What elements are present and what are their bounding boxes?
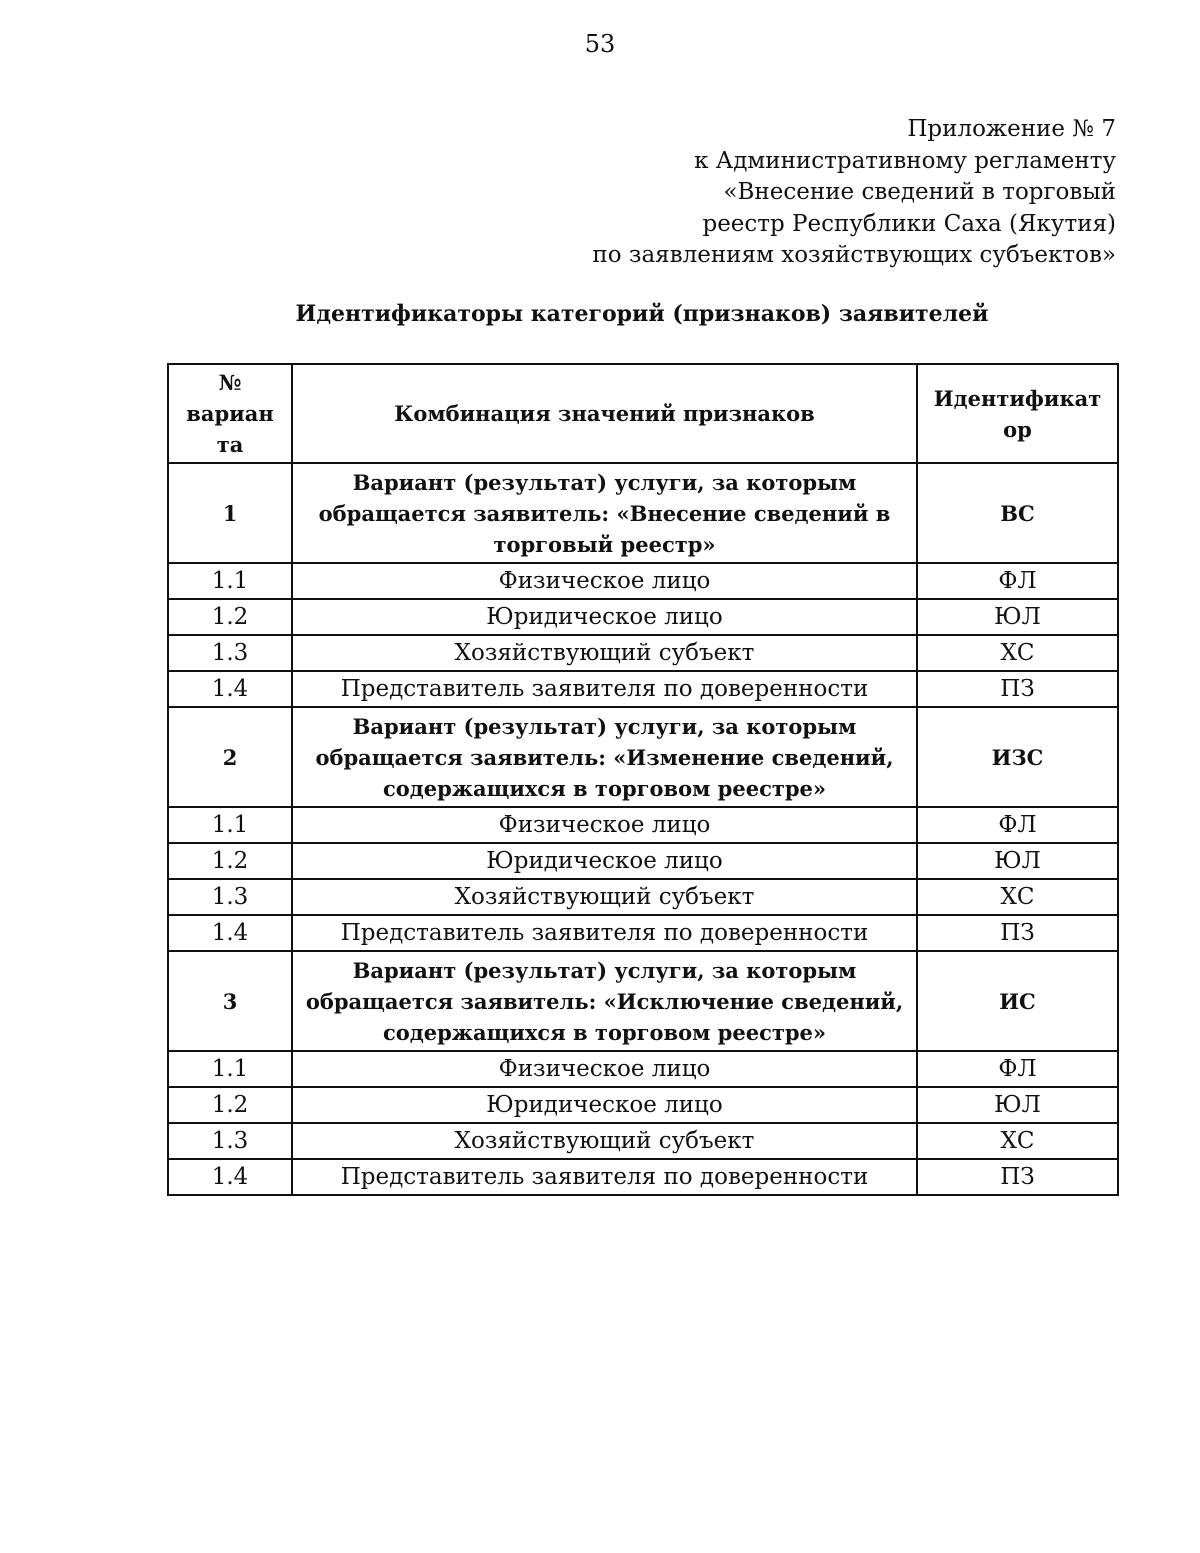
description-line: торговый реестр» — [493, 531, 716, 557]
variant-row — [168, 463, 1118, 563]
appendix-line: к Административному регламенту — [694, 147, 1116, 174]
description-line: обращается заявитель: «Исключение сведений, — [305, 988, 904, 1014]
description-line: Вариант (результат) услуги, за которым — [352, 713, 857, 739]
table-row — [168, 807, 1118, 843]
appendix-line: Приложение № 7 — [907, 116, 1116, 142]
row-identifier: ЮЛ — [917, 843, 1118, 879]
page-number: 53 — [584, 30, 616, 58]
row-number: 1.4 — [168, 671, 292, 707]
description-line: содержащихся в торговом реестре» — [382, 775, 827, 801]
header-text: Идентификат — [933, 385, 1102, 411]
appendix-line: реестр Республики Саха (Якутия) — [702, 210, 1116, 237]
row-identifier: ПЗ — [917, 1159, 1118, 1195]
variant-number: 2 — [168, 707, 292, 807]
row-combination: Физическое лицо — [292, 807, 917, 843]
header-variant-number — [168, 364, 292, 463]
description-line: содержащихся в торговом реестре» — [382, 1019, 827, 1045]
appendix-line: по заявлениям хозяйствующих субъектов» — [592, 242, 1116, 268]
row-combination: Физическое лицо — [292, 1051, 917, 1087]
description-line: Вариант (результат) услуги, за которым — [352, 957, 857, 983]
table-row — [168, 843, 1118, 879]
row-identifier: ФЛ — [917, 563, 1118, 599]
header-text: вариан — [186, 401, 274, 426]
variant-number: 1 — [168, 463, 292, 563]
identifiers-table — [167, 363, 1119, 1196]
row-identifier: ПЗ — [917, 671, 1118, 707]
row-combination: Юридическое лицо — [292, 599, 917, 635]
table-row — [168, 599, 1118, 635]
table-row — [168, 879, 1118, 915]
row-number: 1.2 — [168, 843, 292, 879]
row-identifier: ФЛ — [917, 807, 1118, 843]
table-row — [168, 635, 1118, 671]
row-number: 1.4 — [168, 1159, 292, 1195]
row-number: 1.3 — [168, 879, 292, 915]
variant-description — [292, 463, 917, 563]
row-combination: Хозяйствующий субъект — [292, 635, 917, 671]
table-row — [168, 563, 1118, 599]
row-number: 1.2 — [168, 1087, 292, 1123]
variant-identifier: ИС — [917, 951, 1118, 1051]
row-identifier: ФЛ — [917, 1051, 1118, 1087]
table-header-row — [168, 364, 1118, 463]
row-identifier: ПЗ — [917, 915, 1118, 951]
row-number: 1.2 — [168, 599, 292, 635]
row-identifier: ХС — [917, 635, 1118, 671]
table-row — [168, 1159, 1118, 1195]
header-identifier — [917, 364, 1118, 463]
table-row — [168, 671, 1118, 707]
table-row — [168, 915, 1118, 951]
row-identifier: ЮЛ — [917, 599, 1118, 635]
row-combination: Представитель заявителя по доверенности — [292, 1159, 917, 1195]
table-row — [168, 1087, 1118, 1123]
header-text: ор — [1003, 416, 1032, 442]
header-text: та — [216, 432, 244, 457]
variant-identifier: ВС — [917, 463, 1118, 563]
row-combination: Хозяйствующий субъект — [292, 1123, 917, 1159]
variant-number: 3 — [168, 951, 292, 1051]
table-row — [168, 1123, 1118, 1159]
header-text: № — [218, 370, 242, 395]
row-number: 1.4 — [168, 915, 292, 951]
row-combination: Хозяйствующий субъект — [292, 879, 917, 915]
row-identifier: ХС — [917, 1123, 1118, 1159]
row-combination: Представитель заявителя по доверенности — [292, 671, 917, 707]
row-number: 1.1 — [168, 807, 292, 843]
row-combination: Физическое лицо — [292, 563, 917, 599]
variant-description — [292, 707, 917, 807]
row-number: 1.3 — [168, 635, 292, 671]
document-title: Идентификаторы категорий (признаков) заявителей — [295, 301, 989, 327]
variant-description — [292, 951, 917, 1051]
header-combination: Комбинация значений признаков — [292, 364, 917, 463]
description-line: обращается заявитель: «Изменение сведений, — [315, 744, 894, 770]
row-number: 1.1 — [168, 1051, 292, 1087]
description-line: Вариант (результат) услуги, за которым — [352, 469, 857, 495]
variant-row — [168, 707, 1118, 807]
row-number: 1.3 — [168, 1123, 292, 1159]
row-combination: Представитель заявителя по доверенности — [292, 915, 917, 951]
row-number: 1.1 — [168, 563, 292, 599]
variant-row — [168, 951, 1118, 1051]
appendix-block — [416, 114, 1116, 272]
variant-identifier: ИЗС — [917, 707, 1118, 807]
description-line: обращается заявитель: «Внесение сведений в — [318, 500, 891, 526]
row-identifier: ХС — [917, 879, 1118, 915]
row-combination: Юридическое лицо — [292, 1087, 917, 1123]
row-identifier: ЮЛ — [917, 1087, 1118, 1123]
table-row — [168, 1051, 1118, 1087]
row-combination: Юридическое лицо — [292, 843, 917, 879]
appendix-line: «Внесение сведений в торговый — [723, 179, 1116, 205]
